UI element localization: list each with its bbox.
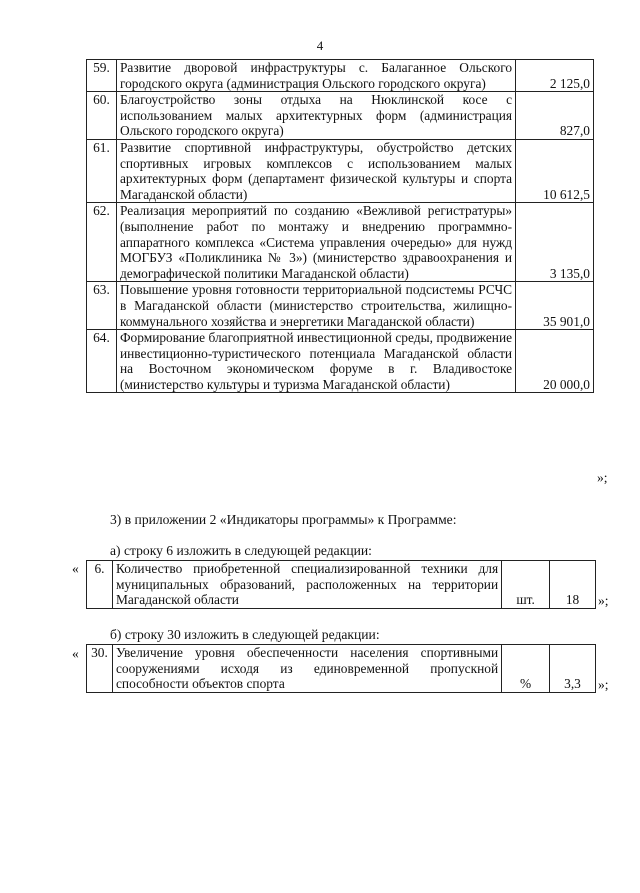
table-b [86,644,596,693]
table-row [87,203,594,282]
table-row [87,139,594,202]
page-number: 4 [316,38,324,53]
row-number: 59. [87,60,117,92]
item-a-closing: »; [598,593,609,608]
table-b-value: 3,3 [550,645,596,693]
table-row [87,92,594,140]
row-description: Реализация мероприятий по созданию «Вежливой регистратуры» (выполнение работ по монтажу и внедрению программно-аппаратного комплекса «Система управления очередью» для нужд МОГБУЗ «Поликлиника № 3») (министерство здравоохранения и демографической политики Магаданской области) [116,203,515,282]
table-a-desc: Количество приобретенной специализированной техники для муниципальных образований, расположенных на территории Магаданской области [112,561,501,609]
item-b-label: б) строку 30 изложить в следующей редакции: [110,627,380,642]
main-table-closing: »; [597,470,608,485]
table-b-desc: Увеличение уровня обеспеченности населения спортивными сооружениями исходя из единовременной пропускной способности объектов спорта [112,645,501,693]
row-number: 61. [87,139,117,202]
table-a-value: 18 [550,561,596,609]
table-a-row [87,561,596,609]
row-number: 63. [87,282,117,330]
row-amount: 3 135,0 [516,203,594,282]
item-a-open-quote: « [72,561,79,576]
main-table-body [87,60,594,393]
table-row [87,60,594,92]
row-description: Повышение уровня готовности территориальной подсистемы РСЧС в Магаданской области (министерство строительства, жилищно-коммунального хозяйства и энергетики Магаданской области) [116,282,515,330]
row-amount: 2 125,0 [516,60,594,92]
row-amount: 10 612,5 [516,139,594,202]
row-number: 60. [87,92,117,140]
table-b-unit: % [502,645,550,693]
table-b-num: 30. [87,645,113,693]
row-amount: 35 901,0 [516,282,594,330]
row-description: Развитие дворовой инфраструктуры с. Балаганное Ольского городского округа (администрация Ольского городского округа) [116,60,515,92]
item-a-label: а) строку 6 изложить в следующей редакции: [110,543,372,558]
item-b-closing: »; [598,677,609,692]
main-table [86,59,594,393]
table-row [87,282,594,330]
table-b-row [87,645,596,693]
table-a [86,560,596,609]
row-description: Развитие спортивной инфраструктуры, обустройство детских спортивных игровых комплексов с использованием малых архитектурных форм (департамент физической культуры и спорта Магаданской области) [116,139,515,202]
row-description: Формирование благоприятной инвестиционной среды, продвижение инвестиционно-туристического потенциала Магаданской области на Восточном экономическом форуме в г. Владивостоке (министерство культуры и туризма Магаданской области) [116,330,515,393]
row-description: Благоустройство зоны отдыха на Нюклинской косе с использованием малых архитектурных форм (администрация Ольского городского округа) [116,92,515,140]
paragraph-3: 3) в приложении 2 «Индикаторы программы» к Программе: [110,512,457,527]
item-b-open-quote: « [72,646,79,661]
row-amount: 20 000,0 [516,330,594,393]
table-a-unit: шт. [502,561,550,609]
row-number: 62. [87,203,117,282]
table-row [87,330,594,393]
table-a-num: 6. [87,561,113,609]
row-amount: 827,0 [516,92,594,140]
row-number: 64. [87,330,117,393]
